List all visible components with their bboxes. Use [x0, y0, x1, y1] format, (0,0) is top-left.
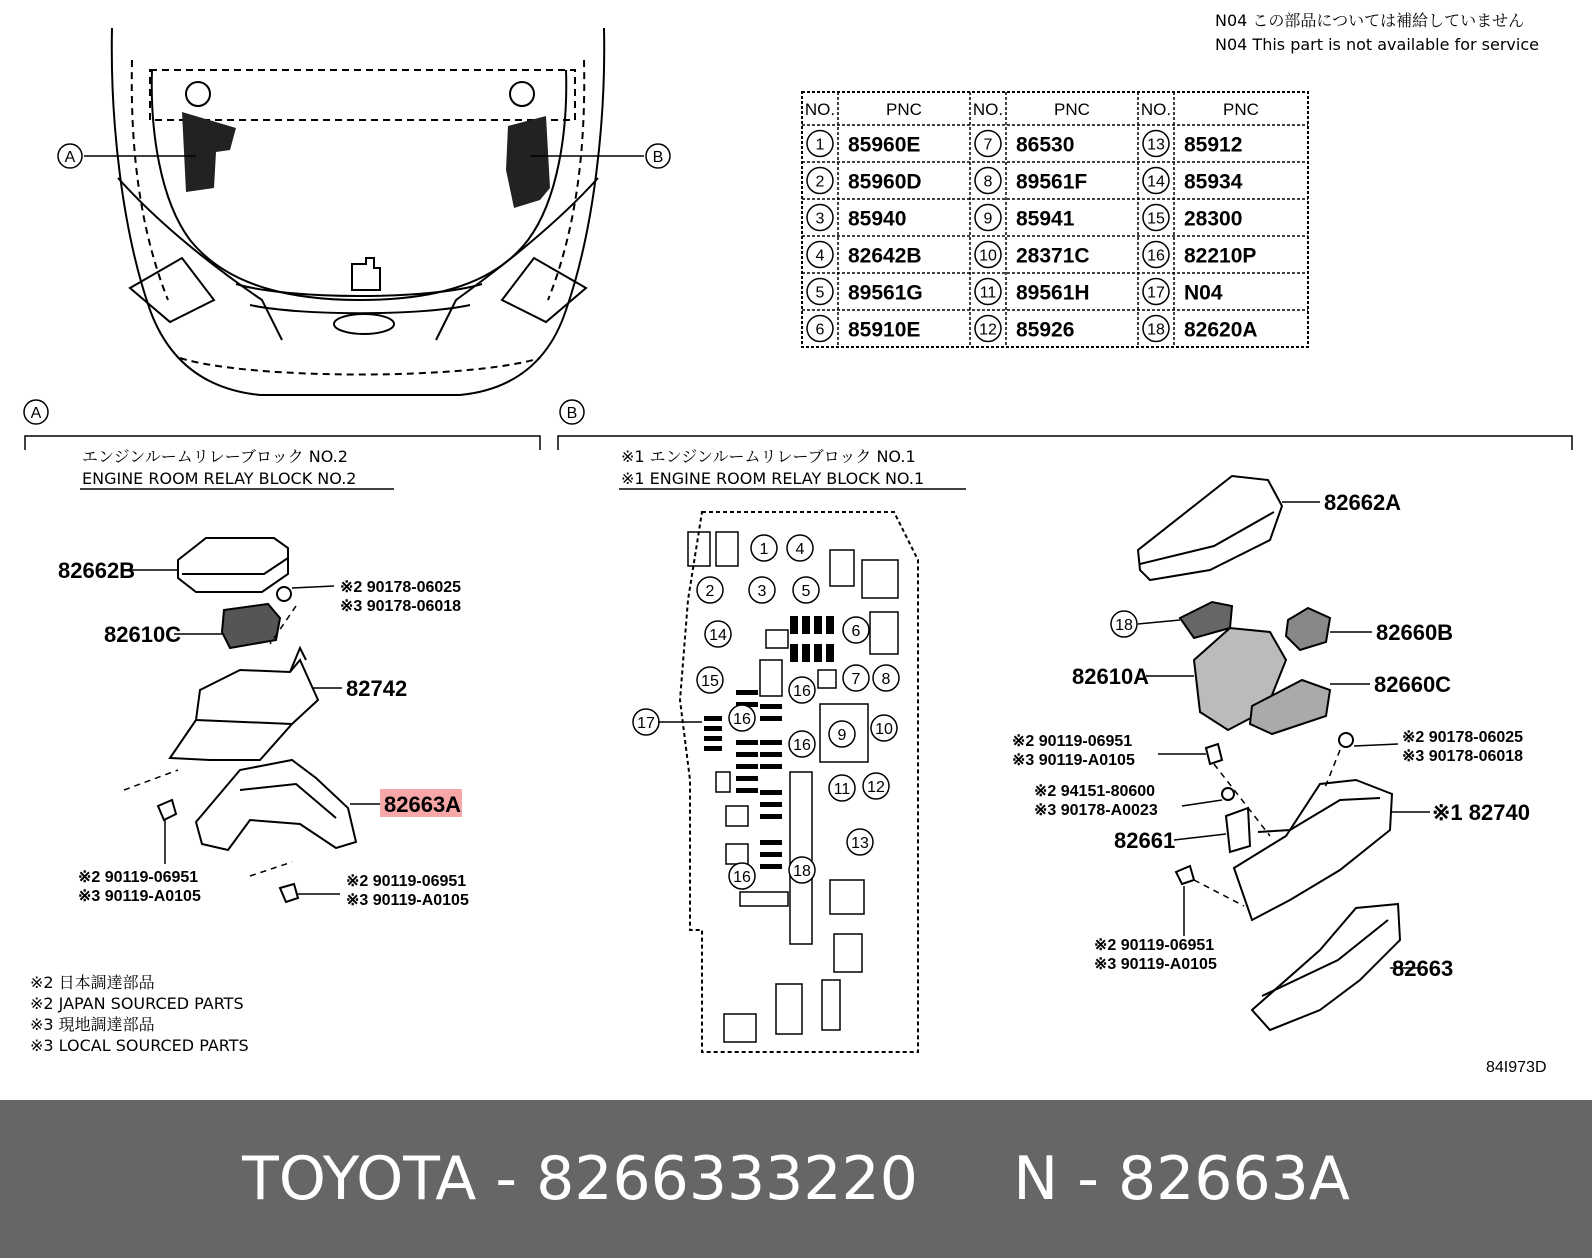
table-pnc-cell: 89561G [848, 281, 923, 305]
table-no-circle [807, 205, 833, 231]
svg-text:16: 16 [733, 711, 751, 728]
part-82740: ※1 82740 [1432, 800, 1530, 825]
table-no-circle [807, 242, 833, 268]
legend-line-1: ※2 日本調達部品 [30, 973, 155, 992]
banner-sep-1: - [476, 1144, 537, 1214]
table-no-circle [1143, 205, 1169, 231]
fuse-position-numbers [633, 535, 899, 889]
relay-holder-82610c [222, 604, 280, 648]
table-pnc-cell: 85912 [1184, 133, 1243, 157]
banner-sep-2: - [1058, 1144, 1118, 1214]
part-82660c: 82660C [1374, 672, 1452, 697]
legend-line-4: ※3 LOCAL SOURCED PARTS [30, 1036, 249, 1055]
svg-text:18: 18 [1115, 617, 1133, 634]
table-pnc-cell: 85910E [848, 318, 921, 342]
callout-18-relay-holder [1111, 611, 1137, 637]
svg-text:16: 16 [1147, 247, 1165, 265]
part-82661: 82661 [1114, 828, 1176, 853]
table-pnc-cell: 85926 [1016, 318, 1075, 342]
svg-text:14: 14 [709, 627, 727, 644]
svg-text:7: 7 [983, 136, 993, 154]
section-b-title-jp: ※1 エンジンルームリレーブロック NO.1 [621, 447, 916, 466]
table-no-circle [1143, 168, 1169, 194]
fuse-position-14 [705, 621, 731, 647]
svg-text:16: 16 [793, 683, 811, 700]
nut-pn-a2: ※3 90178-06018 [340, 598, 462, 615]
banner-brand: TOYOTA [242, 1144, 477, 1214]
part-82663: 82663 [1392, 956, 1454, 981]
fuse-position-1 [751, 535, 777, 561]
bolt-icon-a-left [158, 800, 176, 820]
part-82663a: 82663A [384, 792, 462, 817]
table-pnc-cell: 85960E [848, 133, 921, 157]
svg-text:3: 3 [757, 583, 767, 600]
bolt-pn-b4: ※3 90119-A0105 [1094, 956, 1217, 973]
bolt-pn-a-left2: ※3 90119-A0105 [78, 888, 201, 905]
svg-text:16: 16 [733, 869, 751, 886]
table-pnc-cell: 85940 [848, 207, 907, 231]
fuse-position-11 [829, 775, 855, 801]
fuse-position-17 [633, 709, 659, 735]
nut-pn-b1: ※2 90178-06025 [1402, 729, 1524, 746]
banner-part-number: 8266333220 [536, 1144, 918, 1214]
svg-text:15: 15 [701, 673, 719, 690]
svg-text:13: 13 [851, 835, 869, 852]
bolt-pn-b1: ※2 90119-06951 [1012, 733, 1133, 750]
bolt-pn-a-right1: ※2 90119-06951 [346, 873, 467, 890]
svg-text:9: 9 [983, 210, 993, 228]
svg-text:16: 16 [793, 737, 811, 754]
part-banner [0, 1100, 1592, 1258]
legend-line-3: ※3 現地調達部品 [30, 1015, 155, 1034]
part-82610c: 82610C [104, 622, 182, 647]
fuse-position-16 [729, 863, 755, 889]
svg-text:18: 18 [793, 863, 811, 880]
section-a-title-jp: エンジンルームリレーブロック NO.2 [82, 447, 348, 466]
fuse-position-5 [793, 577, 819, 603]
fuse-position-15 [697, 667, 723, 693]
table-no-circle [975, 316, 1001, 342]
svg-text:13: 13 [1147, 136, 1165, 154]
fuse-position-6 [843, 617, 869, 643]
cover-82662a [1138, 476, 1282, 580]
note-n04-jp: N04 この部品については補給していません [1215, 11, 1525, 30]
svg-text:4: 4 [815, 247, 825, 265]
table-no-circle [975, 205, 1001, 231]
bolt-pn-a-right2: ※3 90119-A0105 [346, 892, 469, 909]
table-pnc-cell: 28300 [1184, 207, 1243, 231]
svg-text:2: 2 [705, 583, 715, 600]
bolt-pn-a-left1: ※2 90119-06951 [78, 869, 199, 886]
section-b-marker [560, 400, 584, 424]
table-header-no: NO. [804, 100, 836, 119]
clip-pn-b2: ※3 90178-A0023 [1034, 802, 1158, 819]
figure-id: 84I973D [1486, 1059, 1547, 1076]
part-82742: 82742 [346, 676, 408, 701]
part-82662b: 82662B [58, 558, 136, 583]
fuse-position-16 [789, 731, 815, 757]
part-82610a: 82610A [1072, 664, 1150, 689]
part-82662a: 82662A [1324, 490, 1402, 515]
fuse-position-16 [729, 705, 755, 731]
note-n04-en: N04 This part is not available for service [1215, 35, 1539, 54]
table-no-circle [807, 316, 833, 342]
table-pnc-cell: 82210P [1184, 244, 1257, 268]
lower-case-82663 [1252, 904, 1400, 1030]
svg-text:9: 9 [837, 727, 847, 744]
nut-icon-b1 [1339, 733, 1353, 747]
svg-text:5: 5 [815, 284, 825, 302]
svg-text:8: 8 [881, 671, 891, 688]
svg-text:18: 18 [1147, 321, 1165, 339]
vehicle-front-view [112, 28, 604, 395]
banner-ref-prefix: N [1013, 1144, 1059, 1214]
svg-text:17: 17 [637, 715, 655, 732]
svg-text:7: 7 [851, 671, 861, 688]
table-no-circle [1143, 316, 1169, 342]
svg-text:8: 8 [983, 173, 993, 191]
clip-pn-b1: ※2 94151-80600 [1034, 783, 1156, 800]
part-82660b: 82660B [1376, 620, 1454, 645]
svg-text:6: 6 [815, 321, 825, 339]
table-no-circle [1143, 279, 1169, 305]
table-header-no: NO. [1140, 100, 1172, 119]
fuse-position-10 [871, 715, 897, 741]
fuse-position-7 [843, 665, 869, 691]
svg-text:4: 4 [795, 541, 805, 558]
table-no-circle [807, 279, 833, 305]
table-pnc-cell: 28371C [1016, 244, 1090, 268]
nut-icon-a [277, 587, 291, 601]
clip-icon-b [1222, 788, 1234, 800]
table-pnc-cell: 85941 [1016, 207, 1075, 231]
relay-block-location-b [506, 116, 550, 208]
legend [30, 973, 249, 1055]
bolt-icon-b2 [1176, 866, 1194, 884]
table-no-circle [975, 168, 1001, 194]
table-header-pnc: PNC [886, 100, 922, 119]
table-no-circle [975, 131, 1001, 157]
section-a-marker [24, 400, 48, 424]
svg-text:B: B [652, 149, 664, 166]
bolt-icon-b1 [1206, 744, 1222, 764]
svg-text:2: 2 [815, 173, 825, 191]
fuse-position-2 [697, 577, 723, 603]
svg-text:15: 15 [1147, 210, 1165, 228]
svg-text:12: 12 [979, 321, 997, 339]
svg-text:11: 11 [833, 781, 851, 798]
svg-text:14: 14 [1147, 173, 1165, 191]
table-pnc-cell: N04 [1184, 281, 1223, 305]
table-no-circle [807, 168, 833, 194]
fuse-position-18 [789, 857, 815, 883]
relay-cover-82662b [178, 538, 288, 592]
fuse-position-13 [847, 829, 873, 855]
section-b-title-en: ※1 ENGINE ROOM RELAY BLOCK NO.1 [621, 469, 925, 488]
table-no-circle [1143, 242, 1169, 268]
svg-text:A: A [30, 405, 42, 422]
bolt-pn-b3: ※2 90119-06951 [1094, 937, 1215, 954]
table-pnc-cell: 82620A [1184, 318, 1258, 342]
svg-text:17: 17 [1147, 284, 1165, 302]
fuse-position-12 [863, 773, 889, 799]
svg-text:A: A [64, 149, 76, 166]
table-header-no: NO. [972, 100, 1004, 119]
table-no-circle [1143, 131, 1169, 157]
callout-a-top [58, 144, 82, 168]
svg-text:11: 11 [979, 284, 997, 302]
table-no-circle [975, 279, 1001, 305]
fuse-position-8 [873, 665, 899, 691]
clip-82661 [1226, 808, 1250, 852]
lower-cover-82663a [196, 760, 356, 850]
pnc-table [802, 92, 1308, 347]
svg-text:5: 5 [801, 583, 811, 600]
legend-line-2: ※2 JAPAN SOURCED PARTS [30, 994, 244, 1013]
relay-block-location-a [182, 112, 236, 192]
section-b [558, 400, 1572, 1052]
bolt-icon-a-right [280, 884, 298, 902]
nut-pn-b2: ※3 90178-06018 [1402, 748, 1524, 765]
section-a-title-en: ENGINE ROOM RELAY BLOCK NO.2 [82, 469, 357, 488]
banner-ref-code: 82663A [1117, 1144, 1350, 1214]
table-pnc-cell: 85960D [848, 170, 922, 194]
relay-82660b [1286, 608, 1330, 650]
table-pnc-cell: 86530 [1016, 133, 1075, 157]
table-pnc-cell: 89561F [1016, 170, 1088, 194]
svg-text:12: 12 [867, 779, 885, 796]
table-no-circle [807, 131, 833, 157]
bolt-pn-b2: ※3 90119-A0105 [1012, 752, 1135, 769]
table-pnc-cell: 82642B [848, 244, 922, 268]
relay-block-82740 [1234, 780, 1392, 920]
callout-b-top [646, 144, 670, 168]
relay-block-82742 [170, 660, 318, 760]
fuse-position-16 [789, 677, 815, 703]
svg-text:10: 10 [979, 247, 997, 265]
fuse-position-9 [829, 721, 855, 747]
banner-gap [918, 1144, 1013, 1214]
fuse-position-4 [787, 535, 813, 561]
nut-pn-a1: ※2 90178-06025 [340, 579, 462, 596]
table-no-circle [975, 242, 1001, 268]
svg-text:6: 6 [851, 623, 861, 640]
table-header-pnc: PNC [1223, 100, 1259, 119]
svg-text:1: 1 [815, 136, 825, 154]
svg-text:1: 1 [759, 541, 769, 558]
table-pnc-cell: 89561H [1016, 281, 1090, 305]
table-pnc-cell: 85934 [1184, 170, 1243, 194]
svg-text:3: 3 [815, 210, 825, 228]
table-header-pnc: PNC [1054, 100, 1090, 119]
svg-text:10: 10 [875, 721, 893, 738]
fuse-position-3 [749, 577, 775, 603]
svg-text:B: B [566, 405, 578, 422]
section-a [24, 400, 540, 909]
